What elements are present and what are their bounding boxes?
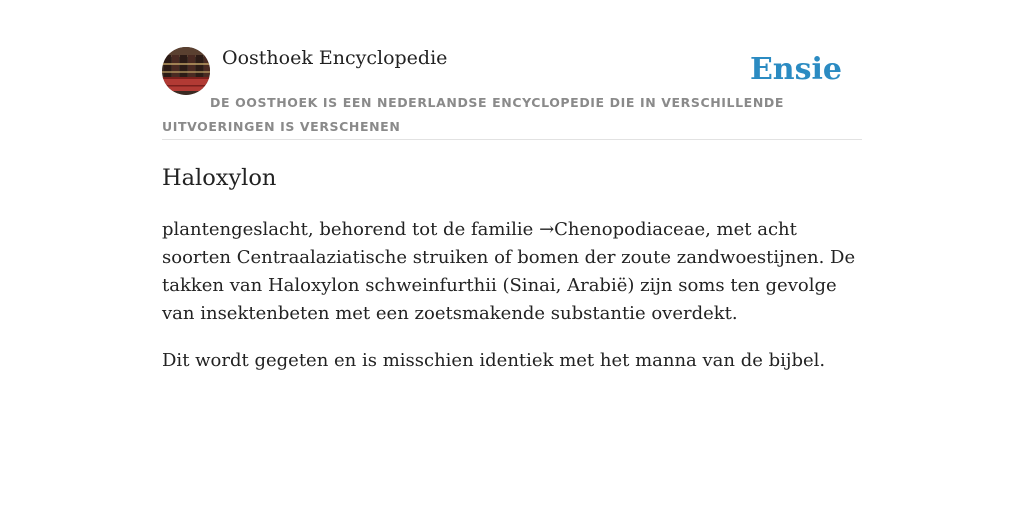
- article-paragraph: Dit wordt gegeten en is misschien identiek met het manna van de bijbel.: [162, 350, 826, 371]
- source-avatar[interactable]: [162, 47, 210, 95]
- source-name[interactable]: Oosthoek Encyclopedie: [222, 47, 448, 69]
- article-title: Haloxylon: [162, 165, 277, 191]
- page-header: [162, 46, 862, 140]
- arrow-icon: →: [539, 219, 555, 240]
- paragraph-text: , met acht soorten Centraalaziatische struiken of bomen der zoute zandwoestijnen. De takken van Haloxylon schweinfurthii (Sinai, Arabië) zijn soms ten gevolge van insektenbeten met een zoetsmakende substantie overdekt.: [162, 219, 856, 324]
- link-text: Chenopodiaceae: [554, 219, 706, 240]
- chenopodiaceae-link[interactable]: [539, 219, 705, 240]
- source-description: DE OOSTHOEK IS EEN NEDERLANDSE ENCYCLOPEDIE DIE IN VERSCHILLENDE UITVOERINGEN IS VERSCHENEN: [162, 95, 784, 134]
- article-paragraph: [162, 216, 862, 328]
- encyclopedia-books-icon: [162, 47, 210, 95]
- brand-logo[interactable]: Ensie: [749, 52, 842, 87]
- paragraph-text: plantengeslacht, behorend tot de familie: [162, 219, 540, 240]
- article-body: [162, 216, 862, 394]
